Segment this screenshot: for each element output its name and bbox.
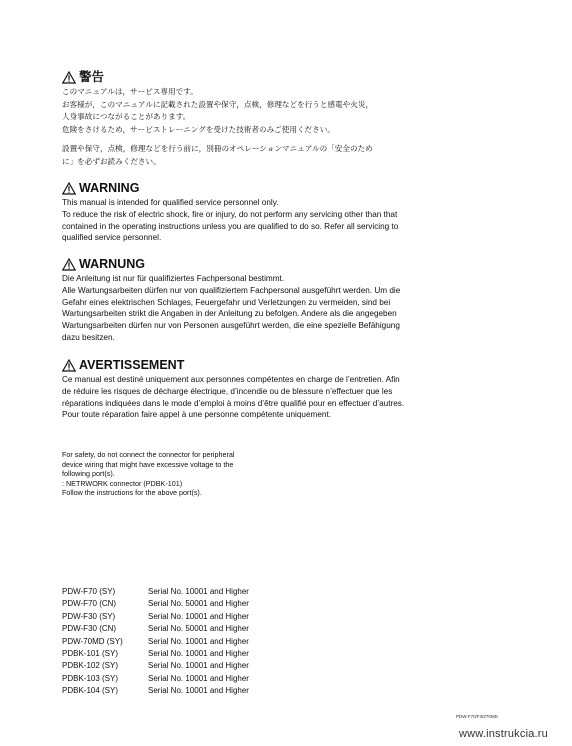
list-item bbox=[62, 636, 249, 648]
fr-line: Ce manual est destiné uniquement aux personnes compétentes en charge de l’entretien. Afin bbox=[62, 375, 400, 384]
list-item bbox=[62, 660, 249, 672]
model-serial-list bbox=[62, 586, 249, 698]
model-name: PDBK-101 (SY) bbox=[62, 649, 119, 659]
list-item bbox=[62, 586, 249, 598]
de-line: Wartungsarbeiten dürfen nur von Personen ausgeführt werden, die eine spezielle Befähigung bbox=[62, 321, 400, 331]
ja-line: 設置や保守，点検，修理などを行う前に，別冊のオペレーションマニュアルの「安全のため bbox=[62, 144, 373, 154]
list-item bbox=[62, 598, 249, 610]
warning-section-ja bbox=[62, 70, 522, 169]
fr-line: Pour toute réparation faire appel à une personne compétente uniquement. bbox=[62, 410, 332, 420]
model-name: PDW-F70 (SY) bbox=[62, 587, 116, 596]
ja-line: お客様が，このマニュアルに記載された設置や保守，点検，修理などを行うと感電や火災， bbox=[62, 99, 374, 109]
de-line: Wartungsarbeiten strikt die Angaben in der Anleitung zu befolgen. Andere als die angegeben bbox=[62, 309, 397, 319]
list-item bbox=[62, 673, 249, 685]
warning-section-en bbox=[62, 181, 522, 244]
safety-note bbox=[62, 450, 382, 498]
de-paragraph bbox=[62, 273, 522, 344]
serial-range: Serial No. 50001 and Higher bbox=[148, 624, 249, 634]
de-line: Alle Wartungsarbeiten dürfen nur von qualifiziertem Fachpersonal ausgeführt werden. Um die bbox=[62, 285, 401, 295]
serial-range: Serial No. 10001 and Higher bbox=[148, 686, 249, 696]
list-item bbox=[62, 648, 249, 660]
serial-range: Serial No. 10001 and Higher bbox=[148, 587, 249, 596]
serial-range: Serial No. 10001 and Higher bbox=[148, 649, 249, 659]
ja-line: このマニュアルは，サービス専用です。 bbox=[62, 87, 198, 96]
model-name: PDBK-104 (SY) bbox=[62, 686, 119, 696]
warning-triangle-icon bbox=[62, 258, 76, 271]
warning-section-de bbox=[62, 257, 522, 344]
model-name: PDW-F30 (SY) bbox=[62, 611, 116, 621]
en-line: This manual is intended for qualified service personnel only. bbox=[62, 198, 279, 207]
warning-section-fr bbox=[62, 358, 522, 421]
en-line: qualified service personnel. bbox=[62, 233, 162, 243]
heading-fr bbox=[62, 358, 522, 372]
safety-line: following port(s). bbox=[62, 469, 115, 479]
safety-line: For safety, do not connect the connector for peripheral bbox=[62, 450, 235, 459]
serial-range: Serial No. 10001 and Higher bbox=[148, 636, 249, 646]
model-name: PDW-F30 (CN) bbox=[62, 624, 117, 634]
heading-ja bbox=[62, 70, 522, 84]
heading-en bbox=[62, 181, 522, 195]
warning-triangle-icon bbox=[62, 182, 76, 195]
safety-line: : NETRWORK connector (PDBK-101) bbox=[62, 478, 183, 488]
heading-fr-text: AVERTISSEMENT bbox=[79, 358, 185, 372]
ja-paragraph-2 bbox=[62, 143, 522, 168]
ja-paragraph-1 bbox=[62, 86, 522, 136]
document-code: PDW-F70/F30/70MD bbox=[456, 714, 498, 719]
watermark: www.instrukcia.ru bbox=[459, 728, 548, 740]
serial-range: Serial No. 10001 and Higher bbox=[148, 661, 249, 671]
list-item bbox=[62, 623, 249, 635]
list-item bbox=[62, 611, 249, 623]
fr-line: réparations indiquées dans le mode d’emploi à moins d’être qualifié pour en effectuer d’autres. bbox=[62, 398, 405, 408]
model-name: PDW-70MD (SY) bbox=[62, 636, 123, 646]
heading-ja-text: 警告 bbox=[79, 70, 105, 84]
fr-paragraph bbox=[62, 374, 522, 421]
serial-range: Serial No. 10001 and Higher bbox=[148, 611, 249, 621]
en-paragraph bbox=[62, 197, 522, 244]
list-item bbox=[62, 685, 249, 697]
heading-de bbox=[62, 257, 522, 271]
en-line: To reduce the risk of electric shock, fire or injury, do not perform any servicing other than that bbox=[62, 209, 398, 219]
warning-triangle-icon bbox=[62, 359, 76, 372]
safety-line: Follow the instructions for the above port(s). bbox=[62, 488, 202, 498]
serial-range: Serial No. 50001 and Higher bbox=[148, 599, 249, 609]
ja-line: 人身事故につながることがあります。 bbox=[62, 112, 191, 122]
heading-de-text: WARNUNG bbox=[79, 257, 145, 271]
model-name: PDBK-103 (SY) bbox=[62, 673, 119, 683]
de-line: Gefahr eines elektrischen Schlages, Feuergefahr und Verletzungen zu vermeiden, sind bei bbox=[62, 297, 391, 307]
fr-line: de réduire les risques de décharge électrique, d’incendie ou de blessure n’effectuer que les bbox=[62, 386, 393, 396]
warning-triangle-icon bbox=[62, 71, 76, 84]
ja-line: 危険をさけるため，サービストレーニングを受けた技術者のみご使用ください。 bbox=[62, 124, 335, 134]
de-line: dazu besitzen. bbox=[62, 332, 115, 342]
ja-line: に」を必ずお読みください。 bbox=[62, 156, 161, 166]
de-line: Die Anleitung ist nur für qualifiziertes Fachpersonal bestimmt. bbox=[62, 274, 285, 283]
heading-en-text: WARNING bbox=[79, 181, 140, 195]
model-name: PDW-F70 (CN) bbox=[62, 599, 117, 609]
model-name: PDBK-102 (SY) bbox=[62, 661, 119, 671]
serial-range: Serial No. 10001 and Higher bbox=[148, 673, 249, 683]
en-line: contained in the operating instructions unless you are qualified to do so. Refer all servicing to bbox=[62, 221, 399, 231]
safety-line: device wiring that might have excessive voltage to the bbox=[62, 459, 234, 469]
